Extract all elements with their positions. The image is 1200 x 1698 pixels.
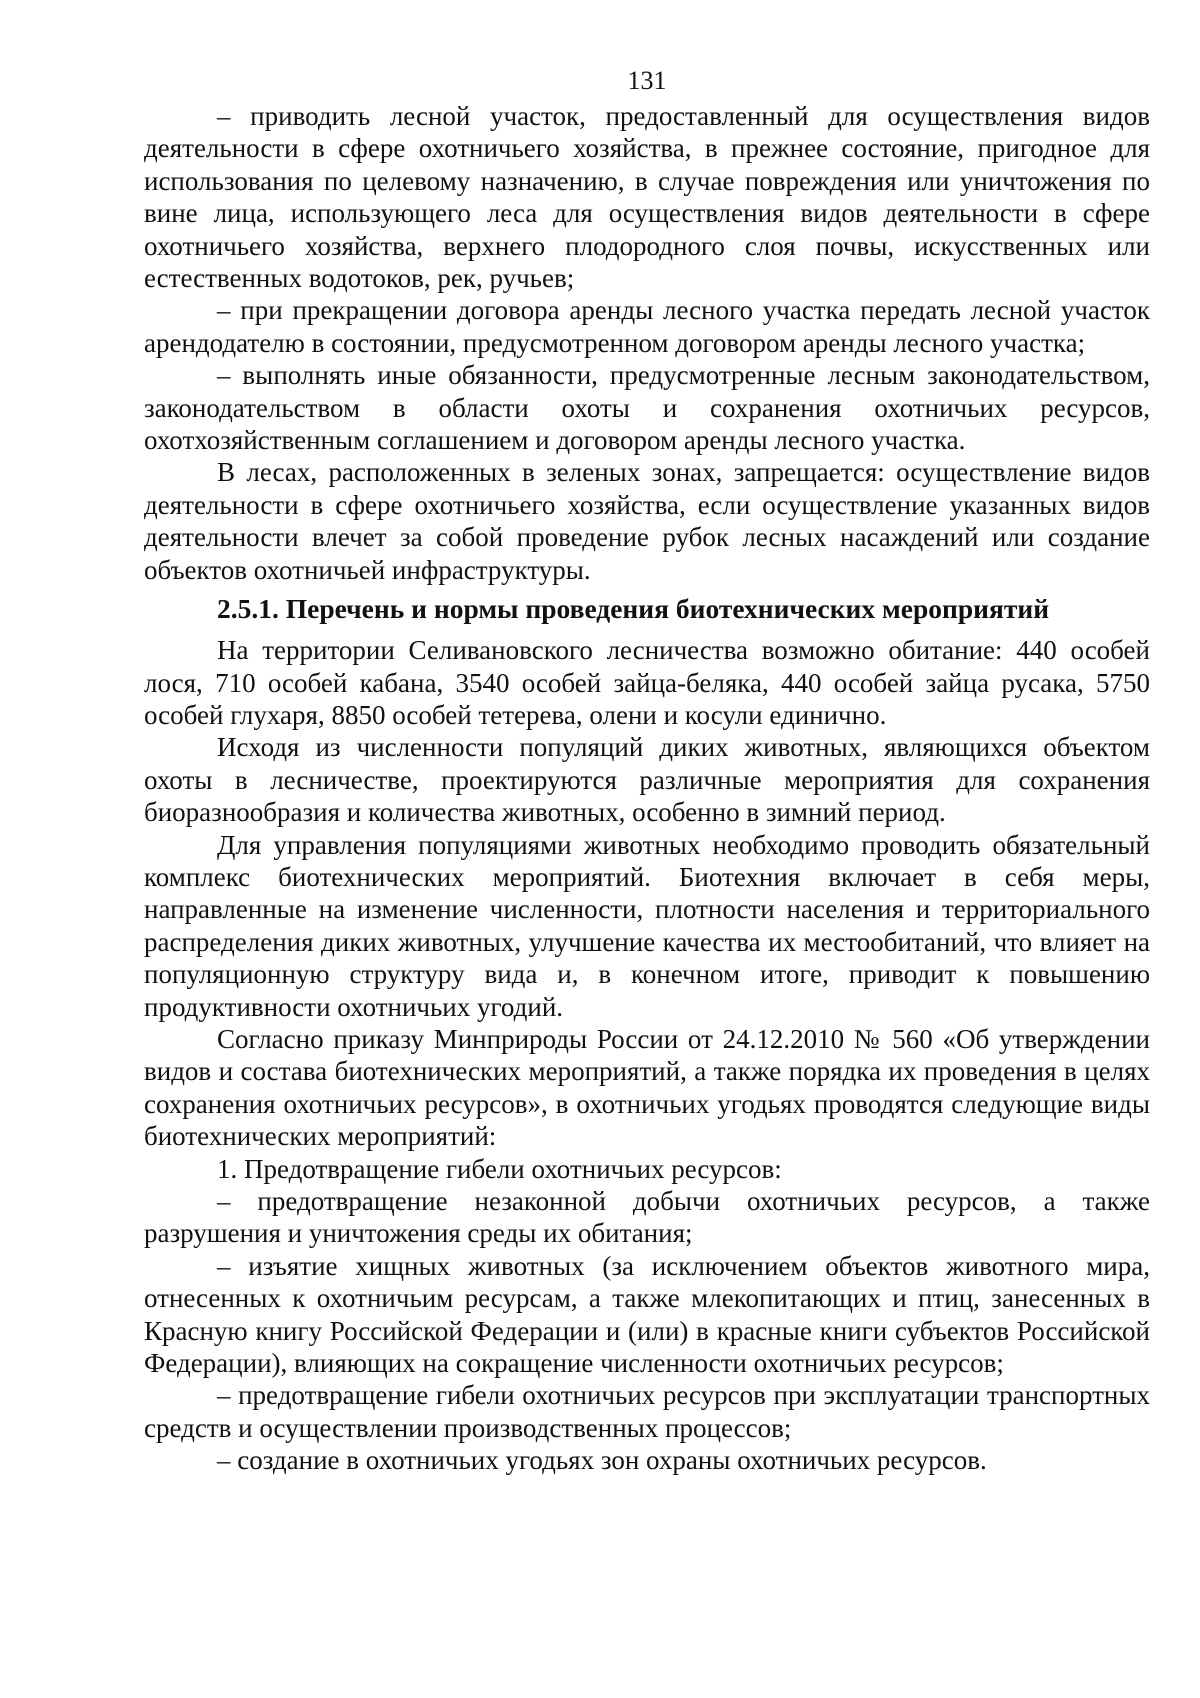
paragraph-lease-termination: – при прекращении договора аренды лесного участка передать лесной участок арендодателю в состоянии, предусмотренном договором аренды лесного участка; xyxy=(144,295,1150,358)
list-item-protection-zones: – создание в охотничьих угодьях зон охраны охотничьих ресурсов. xyxy=(217,1445,987,1476)
paragraph-restore-plot: – приводить лесной участок, предоставленный для осуществления видов деятельности в сфере охотничьего хозяйства, в прежнее состояние, пригодное для использования по целевому назначению, в случае повреждения или уничтожения по вине лица, использующего леса для осуществления видов деятельности в сфере охотничьего хозяйства, верхнего плодородного слоя почвы, искусственных или естественных водотоков, рек, ручьев; xyxy=(144,101,1150,294)
section-heading: 2.5.1. Перечень и нормы проведения биотехнических мероприятий xyxy=(217,593,1050,625)
page-number: 131 xyxy=(627,66,667,95)
paragraph-measures-design: Исходя из численности популяций диких животных, являющихся объектом охоты в лесничестве, проектируются различные мероприятия для сохранения биоразнообразия и количества животных, особенно в зимний период. xyxy=(144,732,1150,828)
document-page xyxy=(144,66,1150,1477)
list-item-transport-death: – предотвращение гибели охотничьих ресурсов при эксплуатации транспортных средств и осуществлении производственных процессов; xyxy=(144,1380,1150,1443)
paragraph-biotechnics: Для управления популяциями животных необходимо проводить обязательный комплекс биотехнических мероприятий. Биотехния включает в себя меры, направленные на изменение численности, плотности населения и территориального распределения диких животных, улучшение качества их местообитаний, что влияет на популяционную структуру вида и, в конечном итоге, приводит к повышению продуктивности охотничьих угодий. xyxy=(144,829,1150,1022)
paragraph-order-reference: Согласно приказу Минприроды России от 24.12.2010 № 560 «Об утверждении видов и состава биотехнических мероприятий, а также порядка их проведения в целях сохранения охотничьих ресурсов», в охотничьих угодьях проводятся следующие виды биотехнических мероприятий: xyxy=(144,1023,1150,1152)
list-item-prevention-title: 1. Предотвращение гибели охотничьих ресурсов: xyxy=(217,1153,782,1184)
paragraph-other-duties: – выполнять иные обязанности, предусмотренные лесным законодательством, законодательством в области охоты и сохранения охотничьих ресурсов, охотхозяйственным соглашением и договором аренды лесного участка. xyxy=(144,360,1150,456)
paragraph-population: На территории Селивановского лесничества возможно обитание: 440 особей лося, 710 особей кабана, 3540 особей зайца-беляка, 440 особей зайца русака, 5750 особей глухаря, 8850 особей тетерева, олени и косули единично. xyxy=(144,635,1150,730)
list-item-predator-removal: – изъятие хищных животных (за исключением объектов животного мира, отнесенных к охотничьим ресурсам, а также млекопитающих и птиц, занесенных в Красную книгу Российской Федерации и (или) в красные книги субъектов Российской Федерации), влияющих на сокращение численности охотничьих ресурсов; xyxy=(144,1250,1150,1379)
list-item-illegal-hunting: – предотвращение незаконной добычи охотничьих ресурсов, а также разрушения и уничтожения среды их обитания; xyxy=(144,1186,1150,1249)
paragraph-green-zones: В лесах, расположенных в зеленых зонах, запрещается: осуществление видов деятельности в сфере охотничьего хозяйства, если осуществление указанных видов деятельности влечет за собой проведение рубок лесных насаждений или создание объектов охотничьей инфраструктуры. xyxy=(144,457,1150,585)
